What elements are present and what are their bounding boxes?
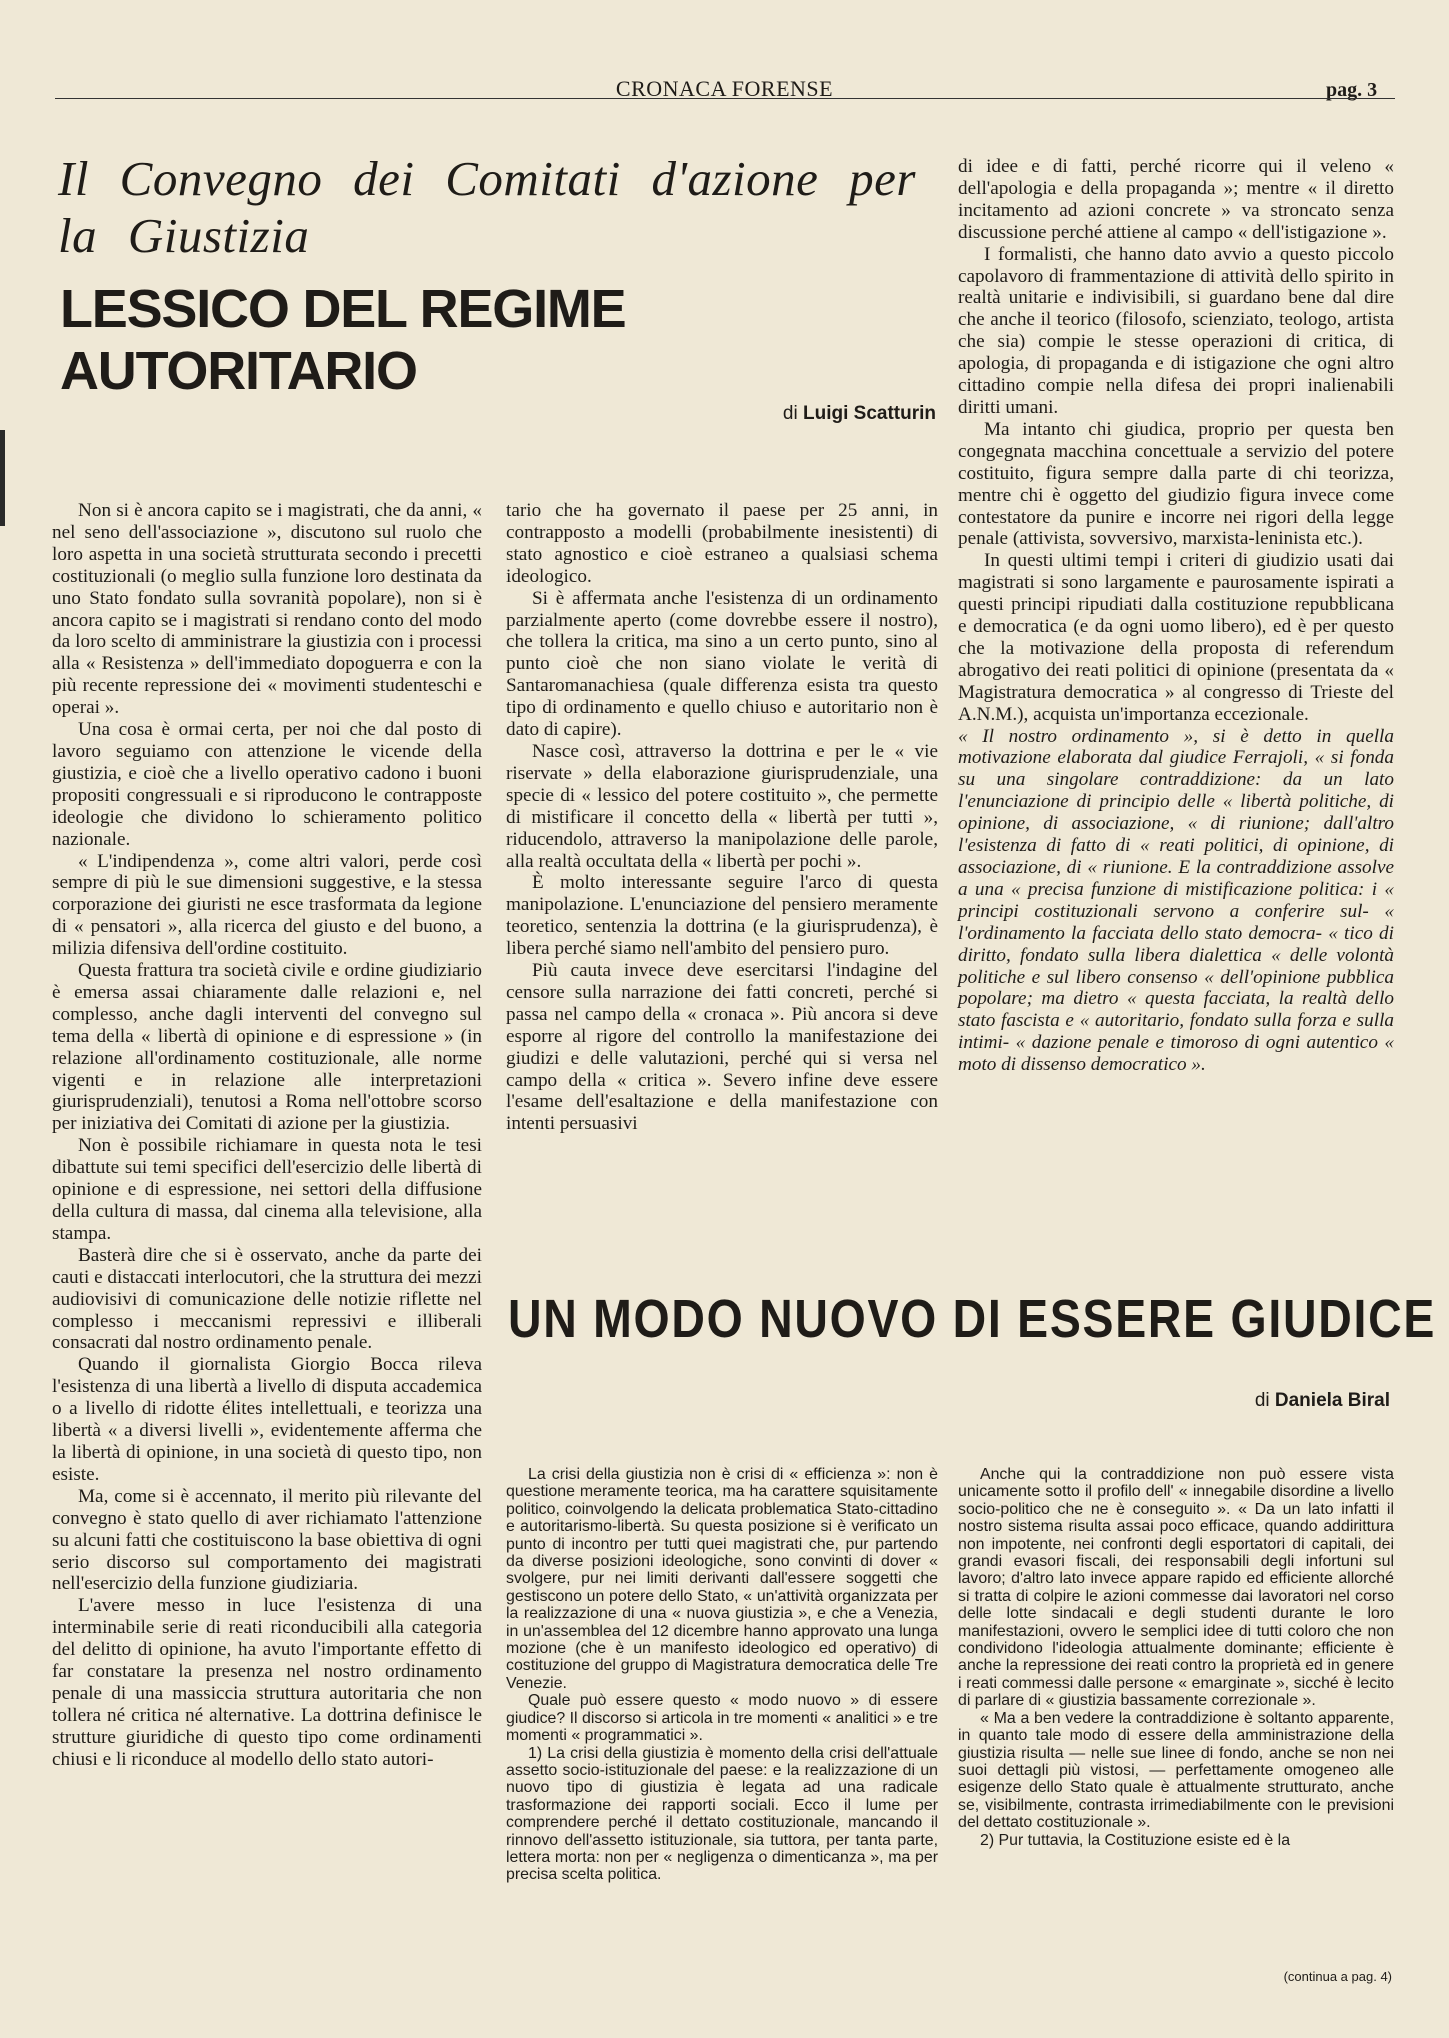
header-rule (55, 98, 1395, 99)
paragraph: Basterà dire che si è osservato, anche da parte dei cauti e distaccati interlocutori, che la struttura dei mezzi audiovisivi di comunicazione delle notizie riflette nel complesso i meccanismi repressivi e illiberali consacrati dal nostro ordinamento penale. (52, 1244, 482, 1354)
paragraph: Ma, come si è accennato, il merito più rilevante del convegno è stato quello di aver richiamato l'attenzione su alcuni fatti che costituiscono la base obiettiva di ogni serio discorso sul comportamento dei magistrati nell'esercizio della funzione giudiziaria. (52, 1485, 483, 1595)
paragraph: « L'indipendenza », come altri valori, perde così sempre di più le sue dimensioni suggestive, e la stessa corporazione dei giuristi ne esce trasformata da legione di « pensatori », alla ricerca del giusto e del buono, a milizia difensiva dell'ordine costituito. (52, 850, 482, 960)
paragraph: « Ma a ben vedere la contraddizione è soltanto apparente, in quanto tale modo di essere della amministrazione della giustizia risulta — nelle sue linee di fondo, anche se non nei suoi dettagli più vistosi, — perfettamente omogeneo alle esigenze dello Stato quale è attualmente strutturato, anche se, visibilmente, contrasta irrimediabilmente con le previsioni del dettato costituzionale ». (958, 1709, 1394, 1832)
article1-column-2 (506, 500, 938, 1135)
byline-prefix: di (782, 403, 798, 424)
margin-mark (0, 430, 5, 526)
article2-title: UN MODO NUOVO DI ESSERE GIUDICE (508, 1289, 1437, 1349)
article1-byline (600, 403, 936, 425)
paragraph: di idee e di fatti, perché ricorre qui il veleno « dell'apologia e della propaganda »; mentre « il diretto incitamento ad azioni concrete » va stroncato senza discussione perché attiene al campo « dell'istigazione ». (958, 156, 1394, 243)
article1-column-3 (958, 156, 1394, 1076)
paragraph: Più cauta invece deve esercitarsi l'indagine del censore sulla narrazione dei fatti concreti, perché si passa nel campo della « cronaca ». Più ancora si deve esporre al rigore del controllo la manifestazione dei giudizi e delle valutazioni, perché qui si versa nel campo della « critica ». Severo infine deve essere l'esame dell'esaltazione e della manifestazione con intenti persuasivi (506, 960, 938, 1135)
paragraph: Non si è ancora capito se i magistrati, che da anni, « nel seno dell'associazione », discutono sul ruolo che loro aspetta in una società strutturata secondo i precetti costituzionali (o meglio sulla funzione loro destinata da uno Stato fondato sulla sovranità popolare), non si è ancora capito se i magistrati si rendano conto del modo da loro scelto di amministrare la giustizia con i processi alla « Resistenza » dell'immediato dopoguerra e con la più recente repressione dei « movimenti studenteschi e operai ». (52, 500, 482, 719)
quoted-motivation: « Il nostro ordinamento », si è detto in quella motivazione elaborata dal giudice Ferrajoli, « si fonda su una singolare contraddizione: da un lato l'enunciazione di principio delle « libertà politiche, di opinione, di associazione, « di riunione; dall'altro l'esistenza di fatto di « reati politici, di opinione, di associazione, di « riunione. E la contraddizione assolve a una « precisa funzione di mistificazione politica: i « principi costituzionali servono a conferire sul- « l'ordinamento la facciata dello stato democra- « tico di diritto, fondato sulla libera dialettica « delle volontà politiche e sul libero consenso « dell'opinione pubblica popolare; ma dietro « questa facciata, la realtà dello stato fascista e « autoritario, fondato sulla forza e sulla intimi- « dazione penale e timoroso di ogni autentico « moto di dissenso democratico ». (958, 725, 1394, 1076)
paragraph: I formalisti, che hanno dato avvio a questo piccolo capolavoro di frammentazione di attività dello spirito in realtà unitarie e indivisibili, si guardano bene dal dire che anche il teorico (filosofo, scienziato, teologo, artista che sia) compie le stesse operazioni di critica, di apologia, di propaganda e di istigazione che ogni altro cittadino compie nella difesa dei propri inalienabili diritti umani. (958, 243, 1394, 418)
running-title: CRONACA FORENSE (615, 76, 834, 101)
paragraph: Una cosa è ormai certa, per noi che dal posto di lavoro seguiamo con attenzione le vicende della giustizia, e cioè che a livello operativo cadono i buoni propositi congressuali e si riproducono le contrapposte ideologie che dividono lo schieramento politico nazionale. (52, 719, 482, 850)
paragraph: 2) Pur tuttavia, la Costituzione esiste ed è la (980, 1831, 1291, 1849)
article1-column-1 (52, 500, 482, 1771)
paragraph: 1) La crisi della giustizia è momento della crisi dell'attuale assetto socio-istituzionale del paese: e la realizzazione di un nuovo tipo di giustizia è legata ad una radicale trasformazione dei rapporti sociali. Ecco il lume per comprendere perché il dettato costituzionale, mancando il rinnovo dell'assetto istituzionale, sia tuttora, per tanta parte, lettera morta: non per « negligenza o dimenticanza », ma per precisa scelta politica. (506, 1744, 938, 1884)
paragraph: Quale può essere questo « modo nuovo » di essere giudice? Il discorso si articola in tre momenti « analitici » e tre momenti « programmatici ». (506, 1692, 938, 1745)
continued-note: (continua a pag. 4) (1283, 1969, 1392, 1984)
article1-kicker: Il Convegno dei Comitati d'azione per la Giustizia (58, 151, 916, 263)
byline-prefix: di (1254, 1390, 1270, 1411)
author-name: Luigi Scatturin (803, 403, 936, 424)
article2-byline (1000, 1390, 1390, 1412)
paragraph: Ma intanto chi giudica, proprio per questa ben congegnata macchina concettuale a servizio del potere costituito, figura sempre dalla parte di chi teorizza, mentre chi è oggetto del giudizio figura invece come contestatore da punire e incorre nei rigori della legge penale (attivista, sovversivo, marxista-leninista etc.). (958, 418, 1394, 550)
author-name: Daniela Biral (1274, 1390, 1390, 1411)
article1-title: LESSICO DEL REGIME AUTORITARIO (60, 279, 626, 401)
paragraph: Nasce così, attraverso la dottrina e per le « vie riservate » della elaborazione giurisprudenziale, una specie di « lessico del potere costituito », che permette di mistificare il concetto della « libertà per tutti », riducendolo, attraverso la manipolazione delle parole, alla realtà occultata della « libertà per pochi ». (506, 740, 938, 872)
paragraph: tario che ha governato il paese per 25 anni, in contrapposto a modelli (probabilmente inesistenti) di stato agnostico e cioè estraneo a qualsiasi schema ideologico. (506, 500, 938, 587)
article2-column-2 (958, 1466, 1394, 1849)
article2-column-1 (506, 1466, 938, 1884)
page-number: pag. 3 (1326, 79, 1378, 101)
paragraph: È molto interessante seguire l'arco di questa manipolazione. L'enunciazione del pensiero meramente teoretico, sentenzia la dottrina (e la giurisprudenza), è libera perché siamo nell'ambito del pensiero puro. (506, 872, 938, 960)
paragraph: In questi ultimi tempi i criteri di giudizio usati dai magistrati si sono largamente e paurosamente ispirati a questi principi ripudiati dalla costituzione repubblicana e democratica (e da ogni uomo libero), ed è per questo che la motivazione della proposta di referendum abrogativo dei reati politici di opinione (presentata da « Magistratura democratica » al congresso di Trieste del A.N.M.), acquista un'importanza eccezionale. (958, 550, 1394, 725)
paragraph: L'avere messo in luce l'esistenza di una interminabile serie di reati riconducibili alla categoria del delitto di opinione, ha avuto l'importante effetto di far constatare la presenza nel nostro ordinamento penale di una massiccia struttura autoritaria che non tollera né critica né alternative. La dottrina definisce le strutture giuridiche di questo tipo come ordinamenti chiusi e li riconduce al modello dello stato autori- (52, 1595, 482, 1770)
paragraph: Anche qui la contraddizione non può essere vista unicamente sotto il profilo dell' « innegabile disordine a livello socio-politico che ne è conseguito ». « Da un lato infatti il nostro sistema risulta assai poco efficace, quando addirittura non impotente, nei confronti degli esportatori di capitali, dei grandi evasori fiscali, dei responsabili degli infortuni sul lavoro; d'altro lato invece appare rapido ed efficiente allorché si tratta di colpire le azioni commesse dai lavoratori nel corso delle lotte sindacali e degli studenti durante le loro manifestazioni, ovvero le semplici idee di tutti coloro che non condividono l'ideologia attualmente dominante; efficiente è anche la repressione dei reati contro la proprietà ed in genere i reati commessi dalle persone « emarginate », sicché è lecito di parlare di « giustizia bassamente correzionale ». (958, 1466, 1394, 1710)
paragraph: Non è possibile richiamare in questa nota le tesi dibattute sui temi specifici dell'esercizio delle libertà di opinione e di espressione, nei settori della diffusione della cultura di massa, dal cinema alla televisione, alla stampa. (52, 1135, 482, 1244)
paragraph: La crisi della giustizia non è crisi di « efficienza »: non è questione meramente teorica, ma ha carattere squisitamente politico, coinvolgendo la delicata problematica Stato-cittadino e autoritarismo-libertà. Su questa posizione si è verificato un punto di incontro per tutti quei magistrati che, pur partendo da diverse posizioni ideologiche, sono convinti di dover « svolgere, pur nei limiti derivanti dall'essere soggetti che gestiscono un potere dello Stato, « un'attività organizzata per la realizzazione di una « nuova giustizia », e che a Venezia, in un'assemblea del 12 dicembre hanno approvato una lunga mozione (che è un manifesto ideologico ed operativo) di costituzione del gruppo di Magistratura democratica delle Tre Venezie. (506, 1466, 938, 1692)
paragraph: Si è affermata anche l'esistenza di un ordinamento parzialmente aperto (come dovrebbe essere il nostro), che tollera la critica, ma sino a un certo punto, sino al punto cioè che non siano violate le verità di Santaromanachiesa (quale differenza esista tra questo tipo di ordinamento e quello chiuso e autoritario non è dato di capire). (506, 587, 938, 741)
paragraph: Quando il giornalista Giorgio Bocca rileva l'esistenza di una libertà a livello di disputa accademica o a livello di ridotte élites intellettuali, e teorizza una libertà « a diversi livelli », evidentemente afferma che la libertà di opinione, in una società di questo tipo, non esiste. (52, 1354, 482, 1485)
paragraph: Questa frattura tra società civile e ordine giudiziario è emersa assai chiaramente dalle relazioni e, nel complesso, anche dagli interventi del convegno sul tema della « libertà di opinione e di espressione » (in relazione all'ordinamento costituzionale, alle norme vigenti e in relazione alle interpretazioni giurisprudenziali), tenutosi a Roma nell'ottobre scorso per iniziativa dei Comitati di azione per la giustizia. (52, 960, 482, 1135)
